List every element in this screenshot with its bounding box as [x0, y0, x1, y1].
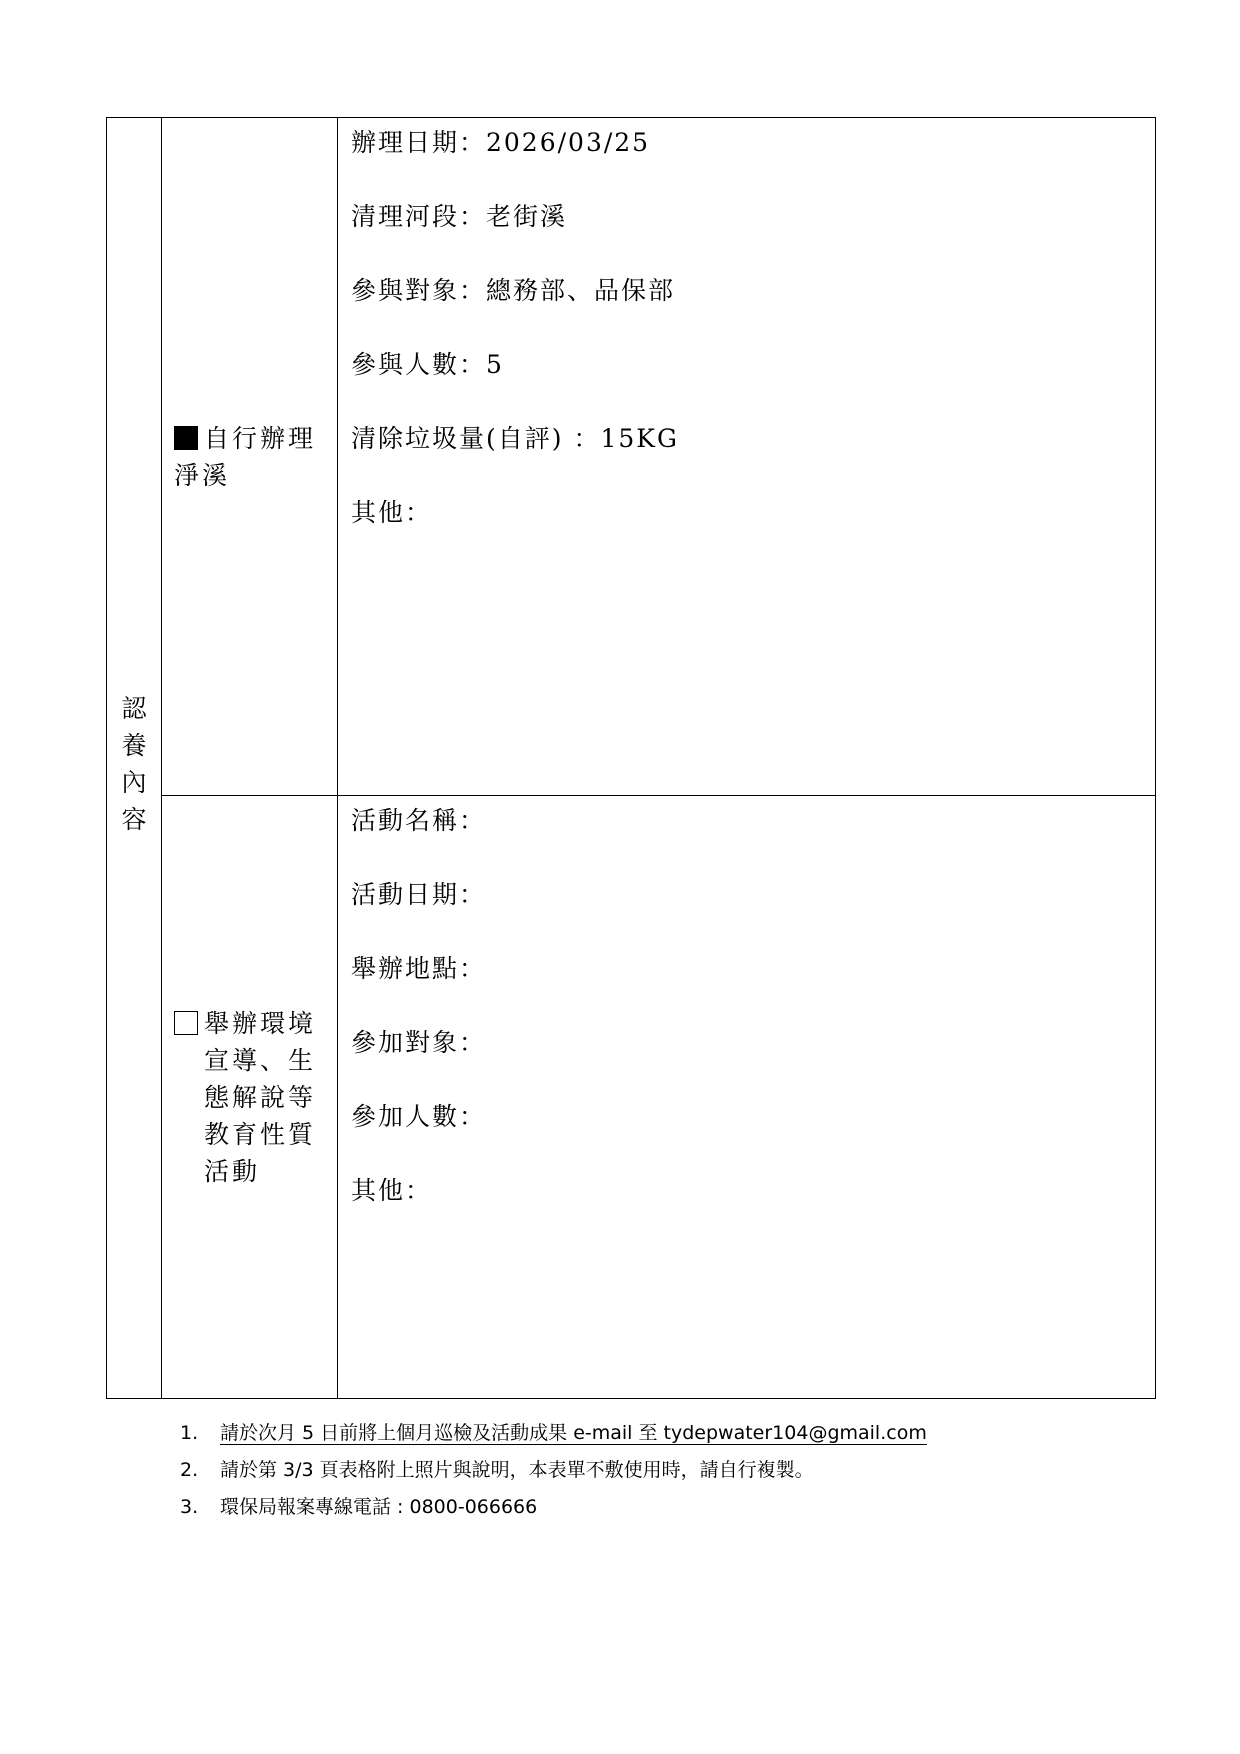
unchecked-checkbox-icon[interactable] — [174, 1011, 198, 1035]
option-self-cleanup[interactable] — [174, 420, 327, 494]
section-label-cell — [107, 118, 162, 1399]
education-fields-cell — [338, 796, 1156, 1399]
note-item — [180, 1418, 927, 1455]
notes-list — [180, 1418, 927, 1529]
field-garbage-amount: 清除垃圾量(自評) ：15KG — [351, 424, 679, 453]
note-number: 2. — [180, 1459, 199, 1481]
note-number: 1. — [180, 1422, 199, 1444]
option-education[interactable] — [174, 1005, 327, 1190]
note-email-text[interactable]: 請於次月 5 日前將上個月巡檢及活動成果 e-mail 至 tydepwater104@gmail.com — [220, 1422, 927, 1444]
adoption-content-table — [106, 117, 1156, 1399]
section-label: 認 養 內 容 — [121, 694, 147, 834]
note-text: 環保局報案專線電話 : 0800-066666 — [220, 1496, 538, 1518]
option-self-cleanup-label: 自行辦理淨溪 — [174, 423, 317, 490]
field-other: 其他： — [351, 498, 433, 527]
field-participant-count: 參與人數：5 — [351, 350, 504, 379]
note-number: 3. — [180, 1496, 199, 1518]
option-self-cleanup-cell — [162, 118, 338, 796]
field-activity-date: 活動日期： — [351, 880, 487, 909]
field-other: 其他： — [351, 1176, 433, 1205]
education-fields — [338, 796, 1155, 1250]
self-cleanup-fields — [338, 118, 1155, 572]
option-education-label: 舉辦環境宣導、生態解說等教育性質活動 — [204, 1008, 317, 1186]
field-river-section: 清理河段：老街溪 — [351, 202, 568, 231]
field-activity-name: 活動名稱： — [351, 806, 487, 835]
note-item — [180, 1492, 927, 1529]
field-venue: 舉辦地點： — [351, 954, 487, 983]
note-text: 請於第 3/3 頁表格附上照片與說明，本表單不敷使用時，請自行複製。 — [220, 1459, 814, 1481]
self-cleanup-fields-cell — [338, 118, 1156, 796]
note-item — [180, 1455, 927, 1492]
checked-checkbox-icon[interactable] — [174, 426, 198, 450]
field-attendees: 參加對象： — [351, 1028, 487, 1057]
field-date: 辦理日期：2026/03/25 — [351, 128, 651, 157]
option-education-cell — [162, 796, 338, 1399]
field-attendee-count: 參加人數： — [351, 1102, 487, 1131]
field-participants: 參與對象：總務部、品保部 — [351, 276, 676, 305]
